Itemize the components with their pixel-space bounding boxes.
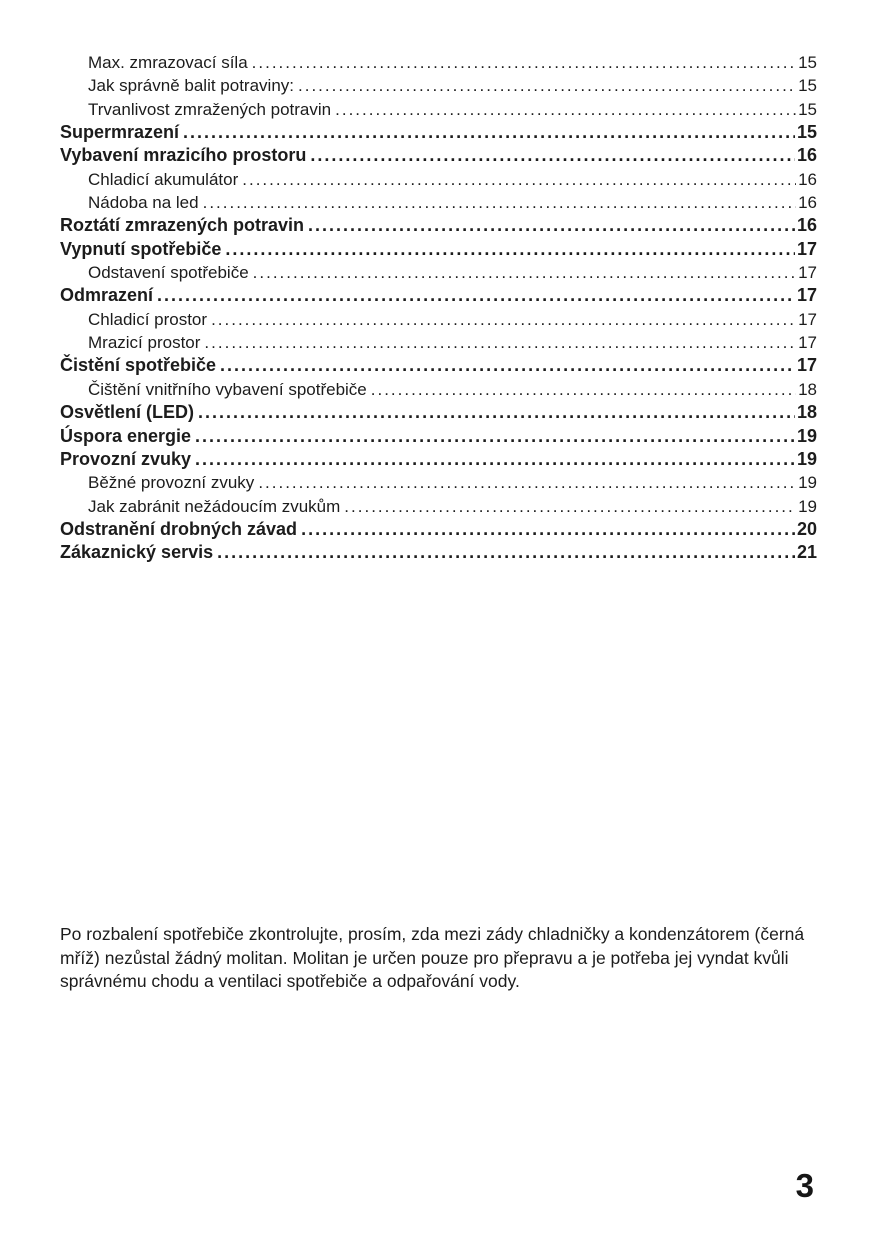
toc-entry: [60, 261, 817, 284]
toc-entry-page: 17: [796, 238, 817, 259]
toc-entry-page: 15: [798, 53, 817, 72]
toc-entry-label: Vybavení mrazicího prostoru: [60, 145, 307, 166]
toc-entry-page: 19: [796, 448, 817, 469]
toc-entry-page: 19: [796, 425, 817, 446]
toc-leader-dots: [203, 191, 796, 214]
toc-leader-dots: [198, 401, 795, 424]
toc-entry-page: 17: [798, 333, 817, 353]
toc-entry-page: 17: [796, 285, 817, 306]
toc-entry-page: 15: [798, 99, 817, 119]
unpacking-note: Po rozbalení spotřebiče zkontrolujte, prosím, zda mezi zády chladničky a kondenzátorem (černá mříž) nezůstal žádný molitan. Molitan je určen pouze pro přepravu a je potřeba jej vyndat kvůli správnému chodu a ventilaci spotřebiče a odpařování vody.: [60, 924, 805, 991]
toc-leader-dots: [310, 144, 795, 167]
toc-entry: [60, 168, 817, 191]
toc-entry-page: 19: [798, 473, 817, 493]
toc-leader-dots: [371, 378, 796, 401]
toc-entry-page: 15: [796, 122, 817, 143]
toc-entry-label: Vypnutí spotřebiče: [60, 238, 222, 259]
toc-leader-dots: [344, 495, 796, 518]
toc-entry: [60, 214, 817, 237]
toc-entry: [60, 495, 817, 518]
toc-entry-page: 17: [796, 355, 817, 376]
toc-entry-label: Jak správně balit potraviny:: [88, 76, 294, 96]
toc-entry-page: 19: [798, 496, 817, 516]
toc-entry-page: 16: [796, 215, 817, 236]
toc-leader-dots: [204, 331, 796, 354]
toc-leader-dots: [217, 541, 795, 564]
toc-entry: [60, 354, 817, 377]
toc-entry: [60, 401, 817, 424]
toc-leader-dots: [335, 98, 796, 121]
toc-entry-label: Úspora energie: [60, 425, 192, 446]
toc-entry-label: Roztátí zmrazených potravin: [60, 215, 305, 236]
toc-entry: [60, 74, 817, 97]
toc-entry-label: Čistění spotřebiče: [60, 355, 217, 376]
toc-entry-page: 20: [796, 518, 817, 539]
toc-entry-page: 16: [798, 169, 817, 189]
toc-entry: [60, 518, 817, 541]
toc-entry-label: Běžné provozní zvuky: [88, 473, 255, 493]
toc-leader-dots: [195, 448, 795, 471]
toc-entry-label: Nádoba na led: [88, 193, 199, 213]
toc-entry-page: 16: [798, 193, 817, 213]
toc-entry: [60, 308, 817, 331]
toc-entry: [60, 541, 817, 564]
toc-entry-page: 15: [798, 76, 817, 96]
toc-entry-page: 16: [796, 145, 817, 166]
toc-entry-label: Trvanlivost zmražených potravin: [88, 99, 332, 119]
toc-entry-label: Čištění vnitřního vybavení spotřebiče: [88, 379, 367, 399]
toc-entry-label: Max. zmrazovací síla: [88, 53, 248, 72]
toc-entry-label: Zákaznický servis: [60, 542, 214, 563]
page-number: 3: [795, 1167, 814, 1204]
toc-leader-dots: [211, 308, 796, 331]
toc-entry-page: 21: [796, 542, 817, 563]
toc-entry: [60, 378, 817, 401]
toc-entry-page: 17: [798, 263, 817, 283]
toc-leader-dots: [157, 284, 795, 307]
toc-entry: [60, 448, 817, 471]
toc-entry: [60, 51, 817, 74]
toc-leader-dots: [298, 74, 796, 97]
table-of-contents: [60, 51, 817, 565]
toc-leader-dots: [183, 121, 795, 144]
toc-leader-dots: [308, 214, 795, 237]
toc-entry: [60, 284, 817, 307]
toc-entry: [60, 425, 817, 448]
toc-leader-dots: [242, 168, 796, 191]
toc-entry-page: 18: [796, 402, 817, 423]
toc-entry: [60, 471, 817, 494]
toc-entry-label: Chladicí prostor: [88, 309, 208, 329]
toc-leader-dots: [301, 518, 795, 541]
toc-leader-dots: [195, 425, 795, 448]
toc-entry-label: Odstavení spotřebiče: [88, 263, 249, 283]
toc-entry: [60, 144, 817, 167]
toc-leader-dots: [258, 471, 796, 494]
toc-entry: [60, 191, 817, 214]
toc-entry-label: Osvětlení (LED): [60, 402, 195, 423]
toc-leader-dots: [253, 261, 796, 284]
toc-entry-label: Supermrazení: [60, 122, 180, 143]
toc-entry: [60, 331, 817, 354]
toc-leader-dots: [225, 238, 795, 261]
toc-leader-dots: [252, 51, 796, 74]
toc-entry: [60, 98, 817, 121]
toc-leader-dots: [220, 354, 795, 377]
toc-entry-label: Mrazicí prostor: [88, 333, 201, 353]
toc-entry: [60, 121, 817, 144]
toc-entry-label: Provozní zvuky: [60, 448, 192, 469]
toc-entry-page: 18: [798, 379, 817, 399]
toc-entry-page: 17: [798, 309, 817, 329]
toc-entry-label: Odstranění drobných závad: [60, 518, 298, 539]
toc-entry: [60, 238, 817, 261]
toc-entry-label: Odmrazení: [60, 285, 154, 306]
toc-entry-label: Jak zabránit nežádoucím zvukům: [88, 496, 341, 516]
toc-entry-label: Chladicí akumulátor: [88, 169, 239, 189]
